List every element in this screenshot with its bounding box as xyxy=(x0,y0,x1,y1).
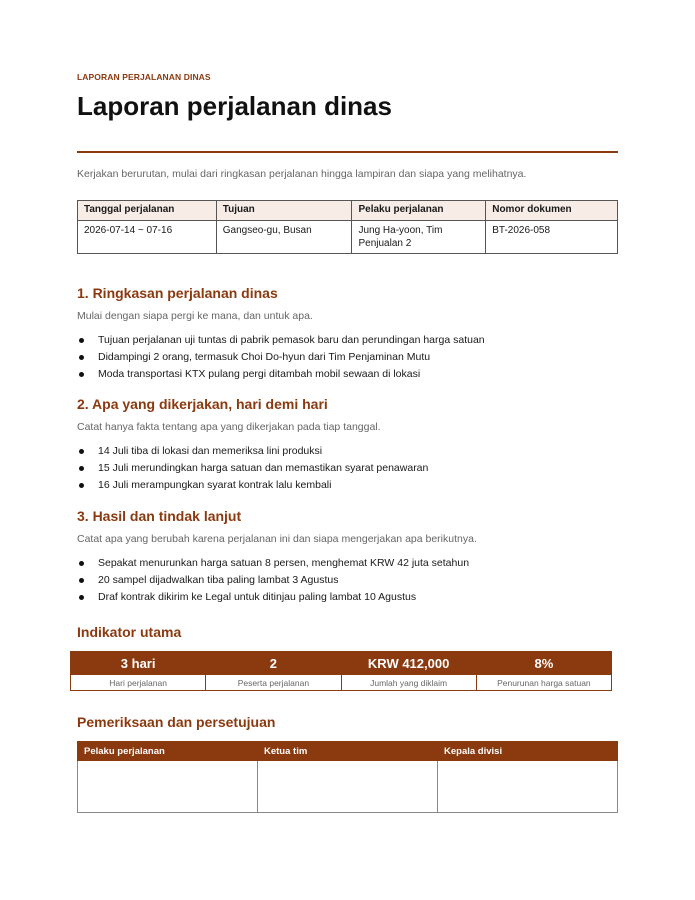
list-item: 20 sampel dijadwalkan tiba paling lambat 3 Agustus xyxy=(77,572,618,589)
kpi-value: 2 xyxy=(206,652,341,675)
section-daily-activities xyxy=(77,395,618,494)
meta-header-cell: Tujuan xyxy=(216,201,352,221)
page-title: Laporan perjalanan dinas xyxy=(77,91,392,121)
meta-value-cell: 2026-07-14 ~ 07-16 xyxy=(78,221,217,254)
intro-text: Kerjakan berurutan, mulai dari ringkasan perjalanan hingga lampiran dan siapa yang melihatnya. xyxy=(77,168,527,180)
kpi-table xyxy=(70,651,612,691)
approval-signature-row xyxy=(78,761,618,813)
meta-header-cell: Nomor dokumen xyxy=(486,201,618,221)
list-item: Draf kontrak dikirim ke Legal untuk ditinjau paling lambat 10 Agustus xyxy=(77,589,618,606)
approval-table xyxy=(77,741,618,813)
bullet-list xyxy=(77,555,618,606)
section-note: Catat hanya fakta tentang apa yang dikerjakan pada tiap tanggal. xyxy=(77,421,381,433)
approval-header-row xyxy=(78,742,618,761)
meta-header-cell: Tanggal perjalanan xyxy=(78,201,217,221)
document-eyebrow: LAPORAN PERJALANAN DINAS xyxy=(77,72,211,82)
meta-value-cell: Gangseo-gu, Busan xyxy=(216,221,352,254)
list-item: 16 Juli merampungkan syarat kontrak lalu kembali xyxy=(77,477,618,494)
kpi-label: Penurunan harga satuan xyxy=(476,675,611,691)
approval-header-cell: Pelaku perjalanan xyxy=(78,742,258,761)
kpi-value: KRW 412,000 xyxy=(341,652,476,675)
bullet-list xyxy=(77,443,618,494)
meta-value-row xyxy=(78,221,618,254)
list-item: Didampingi 2 orang, termasuk Choi Do-hyun dari Tim Penjaminan Mutu xyxy=(77,349,618,366)
section-summary xyxy=(77,284,618,383)
section-note: Mulai dengan siapa pergi ke mana, dan untuk apa. xyxy=(77,310,313,322)
signature-box-division-head[interactable] xyxy=(438,761,618,813)
list-item: 15 Juli merundingkan harga satuan dan memastikan syarat penawaran xyxy=(77,460,618,477)
list-item: Moda transportasi KTX pulang pergi ditambah mobil sewaan di lokasi xyxy=(77,366,618,383)
section-heading: 2. Apa yang dikerjakan, hari demi hari xyxy=(77,396,328,412)
signature-box-team-lead[interactable] xyxy=(258,761,438,813)
kpi-label: Peserta perjalanan xyxy=(206,675,341,691)
section-results xyxy=(77,507,618,606)
kpi-value: 3 hari xyxy=(71,652,206,675)
approval-header-cell: Ketua tim xyxy=(258,742,438,761)
signature-box-traveler[interactable] xyxy=(78,761,258,813)
section-heading: 1. Ringkasan perjalanan dinas xyxy=(77,285,278,301)
section-heading: 3. Hasil dan tindak lanjut xyxy=(77,508,242,524)
bullet-list xyxy=(77,332,618,383)
meta-header-cell: Pelaku perjalanan xyxy=(352,201,486,221)
trip-meta-table xyxy=(77,200,618,254)
kpi-value-row xyxy=(71,652,612,675)
meta-value-cell: BT-2026-058 xyxy=(486,221,618,254)
section-kpi-heading xyxy=(77,623,618,641)
title-divider xyxy=(77,151,618,153)
kpi-heading: Indikator utama xyxy=(77,624,182,640)
kpi-label-row xyxy=(71,675,612,691)
list-item: 14 Juli tiba di lokasi dan memeriksa lini produksi xyxy=(77,443,618,460)
section-approval-heading xyxy=(77,713,618,731)
list-item: Tujuan perjalanan uji tuntas di pabrik pemasok baru dan perundingan harga satuan xyxy=(77,332,618,349)
list-item: Sepakat menurunkan harga satuan 8 persen, menghemat KRW 42 juta setahun xyxy=(77,555,618,572)
section-note: Catat apa yang berubah karena perjalanan ini dan siapa mengerjakan apa berikutnya. xyxy=(77,533,477,545)
meta-header-row xyxy=(78,201,618,221)
kpi-value: 8% xyxy=(476,652,611,675)
approval-header-cell: Kepala divisi xyxy=(438,742,618,761)
kpi-label: Hari perjalanan xyxy=(71,675,206,691)
approval-heading: Pemeriksaan dan persetujuan xyxy=(77,714,276,730)
meta-value-cell: Jung Ha-yoon, Tim Penjualan 2 xyxy=(352,221,486,254)
kpi-label: Jumlah yang diklaim xyxy=(341,675,476,691)
